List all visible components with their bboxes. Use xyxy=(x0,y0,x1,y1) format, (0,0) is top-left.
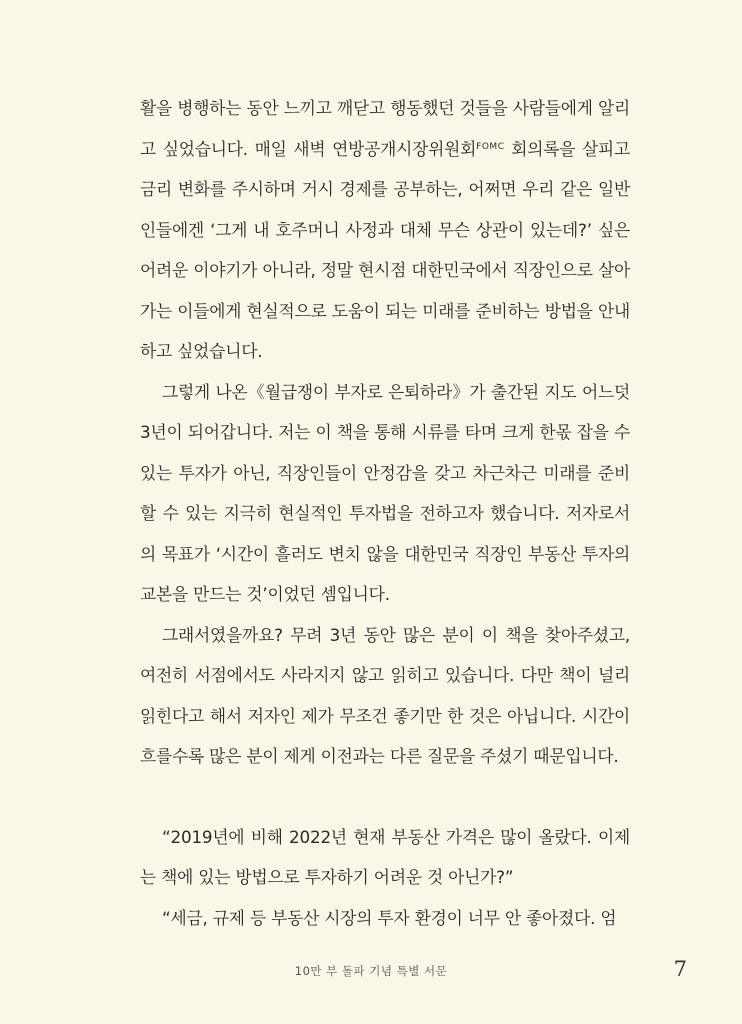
paragraph-1-text-a: 활을 병행하는 동안 느끼고 깨닫고 행동했던 것들을 사람들에게 알리고 싶었습니다. 매일 새벽 연방공개시장위원회 xyxy=(140,98,630,159)
paragraph-1-text-b: 회의록을 살피고 금리 변화를 주시하며 거시 경제를 공부하는, 어쩌면 우리 같은 일반인들에겐 ‘그게 내 호주머니 사정과 대체 무슨 상관이 있는데?’ 싶은 어려운 이야기가 아니라, 정말 현시점 대한민국에서 직장인으로 살아가는 이들에게 현실적으로 도움이 되는 미래를 준비하는 방법을 안내하고 싶었습니다. xyxy=(140,138,630,361)
paragraph-1 xyxy=(140,88,630,372)
page-number: 7 xyxy=(673,957,687,981)
paragraph-3: 그래서였을까요? 무려 3년 동안 많은 분이 이 책을 찾아주셨고, 여전히 서점에서도 사라지지 않고 읽히고 있습니다. 다만 책이 널리 읽힌다고 해서 저자인 제가 무조건 좋기만 한 것은 아닙니다. 시간이 흐를수록 많은 분이 제게 이전과는 다른 질문을 주셨기 때문입니다. xyxy=(140,624,630,766)
body-text xyxy=(140,88,630,938)
quote-1: “2019년에 비해 2022년 현재 부동산 가격은 많이 올랐다. 이제는 책에 있는 방법으로 투자하기 어려운 것 아닌가?” xyxy=(140,826,630,887)
quote-2: “세금, 규제 등 부동산 시장의 투자 환경이 너무 안 좋아졌다. 엄 xyxy=(162,907,617,928)
paragraph-gap xyxy=(140,777,630,817)
fomc-superscript: FOMC xyxy=(476,141,505,152)
paragraph-2: 그렇게 나온《월급쟁이 부자로 은퇴하라》가 출간된 지도 어느덧 3년이 되어갑니다. 저는 이 책을 통해 시류를 타며 크게 한몫 잡을 수 있는 투자가 아닌, 직장인들이 안정감을 갖고 차근차근 미래를 준비할 수 있는 지극히 현실적인 투자법을 전하고자 했습니다. 저자로서의 목표가 ‘시간이 흘러도 변치 않을 대한민국 직장인 부동산 투자의 교본을 만드는 것’이었던 셈입니다. xyxy=(140,381,630,604)
running-footer-title: 10만 부 돌파 기념 특별 서문 xyxy=(294,964,448,978)
